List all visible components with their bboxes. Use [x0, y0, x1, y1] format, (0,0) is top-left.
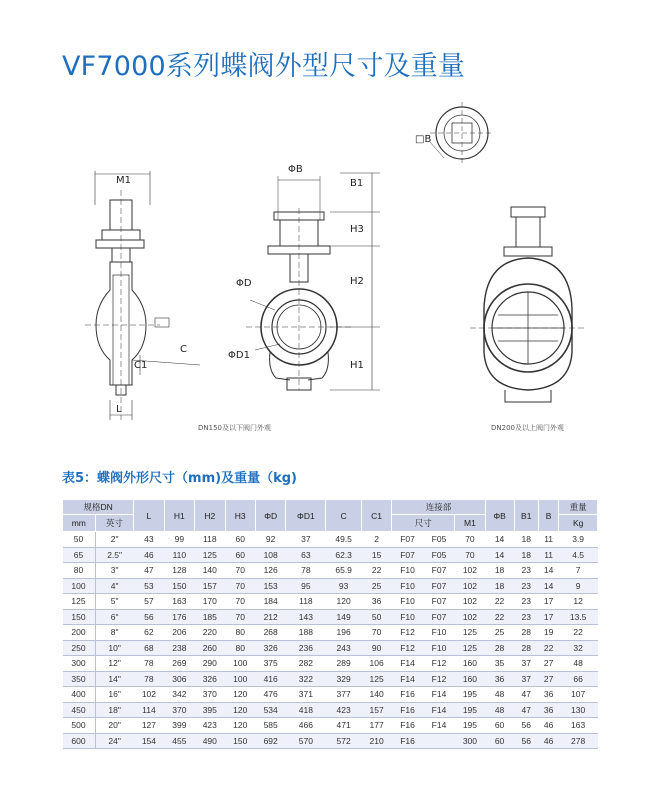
table-cell: 163 — [164, 594, 194, 610]
table-row — [63, 733, 598, 749]
table-cell: 46 — [538, 718, 558, 734]
table-cell: 120 — [225, 702, 255, 718]
label-b1: B1 — [350, 178, 364, 189]
table-cell: 572 — [326, 733, 362, 749]
table-cell: 120 — [326, 594, 362, 610]
table-cell: 47 — [514, 687, 538, 703]
table-cell: 70 — [455, 532, 485, 548]
table-cell: 150 — [63, 609, 96, 625]
table-cell: 269 — [164, 656, 194, 672]
table-cell: 99 — [164, 532, 194, 548]
table-cell: 48 — [485, 687, 514, 703]
table-cell: 37 — [514, 671, 538, 687]
table-cell: 290 — [195, 656, 225, 672]
table-cell: 418 — [286, 702, 326, 718]
table-cell: 326 — [195, 671, 225, 687]
table-cell: 350 — [63, 671, 96, 687]
table-cell: 102 — [455, 578, 485, 594]
table-cell: 206 — [164, 625, 194, 641]
table-cell: 70 — [225, 578, 255, 594]
table-cell: F10 — [392, 563, 423, 579]
table-cell: 36 — [538, 687, 558, 703]
label-c1: C1 — [134, 360, 148, 371]
table-cell: 62.3 — [326, 547, 362, 563]
table-cell: 4.5 — [559, 547, 598, 563]
table-cell: 80 — [225, 625, 255, 641]
table-cell: 12" — [95, 656, 134, 672]
dimension-table — [62, 499, 598, 749]
caption-small-valve: DN150及以下阀门外观 — [198, 424, 271, 432]
table-row — [63, 578, 598, 594]
table-cell: 125 — [63, 594, 96, 610]
table-cell: 106 — [361, 656, 391, 672]
table-cell: F12 — [392, 640, 423, 656]
table-cell: 14 — [538, 578, 558, 594]
table-cell: 395 — [195, 702, 225, 718]
header-h1: H1 — [164, 500, 194, 532]
table-cell: F07 — [423, 578, 454, 594]
table-cell: 27 — [538, 671, 558, 687]
table-cell: 22 — [559, 625, 598, 641]
header-m1: M1 — [455, 515, 485, 532]
table-cell: 600 — [63, 733, 96, 749]
table-cell: 400 — [63, 687, 96, 703]
table-cell: 130 — [559, 702, 598, 718]
table-cell: 14 — [485, 532, 514, 548]
header-b1: B1 — [514, 500, 538, 532]
table-cell: 24" — [95, 733, 134, 749]
table-cell: 466 — [286, 718, 326, 734]
table-cell: 60 — [225, 532, 255, 548]
table-cell: 342 — [164, 687, 194, 703]
table-cell: 120 — [225, 718, 255, 734]
table-cell: 289 — [326, 656, 362, 672]
table-cell: 160 — [455, 671, 485, 687]
table-cell: 90 — [361, 640, 391, 656]
table-cell: 68 — [134, 640, 164, 656]
table-cell: 450 — [63, 702, 96, 718]
table-cell: 28 — [514, 640, 538, 656]
table-cell: 18" — [95, 702, 134, 718]
table-cell: 70 — [225, 594, 255, 610]
table-cell: 65 — [63, 547, 96, 563]
table-cell: 12 — [559, 594, 598, 610]
label-sq-b: □B — [415, 134, 432, 145]
table-cell: 50 — [361, 609, 391, 625]
table-cell: 23 — [514, 578, 538, 594]
table-cell: 60 — [485, 733, 514, 749]
table-cell: 140 — [195, 563, 225, 579]
table-cell: 56 — [134, 609, 164, 625]
table-cell: 5" — [95, 594, 134, 610]
header-h3: H3 — [225, 500, 255, 532]
table-cell: 36 — [361, 594, 391, 610]
table-cell: 22 — [485, 609, 514, 625]
table-cell: 210 — [361, 733, 391, 749]
header-weight: 重量 — [559, 500, 598, 515]
table-cell: 25 — [361, 578, 391, 594]
table-cell: 70 — [361, 625, 391, 641]
table-cell: 63 — [286, 547, 326, 563]
table-cell: 3" — [95, 563, 134, 579]
table-row — [63, 640, 598, 656]
table-cell: 125 — [195, 547, 225, 563]
table-cell: 185 — [195, 609, 225, 625]
table-cell: 37 — [286, 532, 326, 548]
table-cell: 78 — [134, 656, 164, 672]
table-cell: F07 — [423, 609, 454, 625]
table-cell: 18 — [485, 563, 514, 579]
table-cell: F05 — [423, 532, 454, 548]
table-row — [63, 547, 598, 563]
table-cell: 196 — [326, 625, 362, 641]
table-cell: 260 — [195, 640, 225, 656]
table-cell: 23 — [514, 609, 538, 625]
table-cell: F10 — [423, 640, 454, 656]
table-cell: F10 — [423, 625, 454, 641]
table-cell: 692 — [255, 733, 285, 749]
caption-large-valve: DN200及以上阀门外观 — [491, 424, 564, 432]
table-cell: 423 — [195, 718, 225, 734]
table-row — [63, 625, 598, 641]
table-cell: 455 — [164, 733, 194, 749]
table-cell: 3.9 — [559, 532, 598, 548]
table-cell: F14 — [423, 687, 454, 703]
table-cell: 36 — [485, 671, 514, 687]
table-cell: 220 — [195, 625, 225, 641]
table-cell: 17 — [538, 594, 558, 610]
table-cell: 184 — [255, 594, 285, 610]
label-m1: M1 — [116, 175, 131, 186]
table-cell: 20" — [95, 718, 134, 734]
table-cell: 476 — [255, 687, 285, 703]
header-connection: 连接部 — [392, 500, 485, 515]
table-cell: 28 — [514, 625, 538, 641]
header-b: B — [538, 500, 558, 532]
table-cell: 399 — [164, 718, 194, 734]
table-cell: 27 — [538, 656, 558, 672]
table-cell: 80 — [63, 563, 96, 579]
table-cell: 93 — [326, 578, 362, 594]
valve-drawings — [0, 90, 659, 440]
table-cell: 60 — [225, 547, 255, 563]
table-cell: 416 — [255, 671, 285, 687]
table-cell: 66 — [559, 671, 598, 687]
table-cell: 18 — [514, 532, 538, 548]
table-cell: 56 — [514, 733, 538, 749]
table-cell: 157 — [195, 578, 225, 594]
table-cell: 18 — [485, 578, 514, 594]
table-cell: 100 — [63, 578, 96, 594]
table-row — [63, 656, 598, 672]
table-cell: 36 — [538, 702, 558, 718]
table-cell: 326 — [255, 640, 285, 656]
side-view-drawing — [85, 171, 200, 420]
table-row — [63, 702, 598, 718]
table-cell: 125 — [455, 640, 485, 656]
table-cell: 471 — [326, 718, 362, 734]
label-h3: H3 — [350, 224, 364, 235]
header-spec-dn: 规格DN — [63, 500, 134, 515]
table-cell: 35 — [485, 656, 514, 672]
table-cell: 102 — [455, 609, 485, 625]
table-cell: 14" — [95, 671, 134, 687]
table-cell: F05 — [423, 547, 454, 563]
table-cell: 47 — [514, 702, 538, 718]
table-cell: F07 — [392, 547, 423, 563]
table-cell: 110 — [164, 547, 194, 563]
page-title: VF7000系列蝶阀外型尺寸及重量 — [62, 51, 466, 82]
table-cell: 153 — [255, 578, 285, 594]
header-phi-d1: ΦD1 — [286, 500, 326, 532]
table-cell: F16 — [392, 687, 423, 703]
table-cell: 100 — [225, 671, 255, 687]
table-cell: 570 — [286, 733, 326, 749]
table-cell: 278 — [559, 733, 598, 749]
table-cell: 14 — [538, 563, 558, 579]
table-cell: 15 — [361, 547, 391, 563]
table-cell: 306 — [164, 671, 194, 687]
table-cell: F14 — [423, 702, 454, 718]
table-cell: 149 — [326, 609, 362, 625]
table-cell: 282 — [286, 656, 326, 672]
table-cell: 11 — [538, 532, 558, 548]
table-cell: F10 — [392, 609, 423, 625]
table-row — [63, 563, 598, 579]
table-cell: 22 — [361, 563, 391, 579]
table-row — [63, 594, 598, 610]
table-cell: 200 — [63, 625, 96, 641]
table-cell: 48 — [485, 702, 514, 718]
table-cell: 268 — [255, 625, 285, 641]
table-cell: 32 — [559, 640, 598, 656]
header-l: L — [134, 500, 164, 532]
table-cell: F10 — [392, 594, 423, 610]
table-cell: 238 — [164, 640, 194, 656]
table-cell: F12 — [392, 625, 423, 641]
table-cell: F10 — [392, 578, 423, 594]
table-cell: 78 — [134, 671, 164, 687]
table-cell: 57 — [134, 594, 164, 610]
table-cell: 128 — [164, 563, 194, 579]
table-cell: 102 — [134, 687, 164, 703]
table-row — [63, 671, 598, 687]
table-cell: 14 — [485, 547, 514, 563]
table-cell: 170 — [195, 594, 225, 610]
table-cell: 423 — [326, 702, 362, 718]
table-cell: 371 — [286, 687, 326, 703]
table-cell: 92 — [255, 532, 285, 548]
table-cell: 195 — [455, 687, 485, 703]
table-cell: 56 — [514, 718, 538, 734]
table-cell: 107 — [559, 687, 598, 703]
table-cell: 95 — [286, 578, 326, 594]
table-cell: 48 — [559, 656, 598, 672]
table-cell: 28 — [485, 640, 514, 656]
table-cell: 102 — [455, 594, 485, 610]
top-view-drawing — [430, 102, 494, 164]
table-cell: 11 — [538, 547, 558, 563]
table-cell: 490 — [195, 733, 225, 749]
table-cell: 70 — [225, 563, 255, 579]
table-cell: 18 — [514, 547, 538, 563]
table-cell: 125 — [455, 625, 485, 641]
table-cell: 23 — [514, 594, 538, 610]
table-cell: 100 — [225, 656, 255, 672]
header-c1: C1 — [361, 500, 391, 532]
table-cell: 300 — [63, 656, 96, 672]
table-cell: 78 — [286, 563, 326, 579]
table-row — [63, 532, 598, 548]
label-phi-b: ΦB — [288, 164, 303, 175]
table-body — [63, 532, 598, 749]
table-cell: 2" — [95, 532, 134, 548]
table-cell: 534 — [255, 702, 285, 718]
table-cell: 125 — [361, 671, 391, 687]
table-cell: 70 — [455, 547, 485, 563]
table-cell: 150 — [164, 578, 194, 594]
table-cell: 7 — [559, 563, 598, 579]
table-cell: 377 — [326, 687, 362, 703]
table-cell: 70 — [225, 609, 255, 625]
table-cell: 300 — [455, 733, 485, 749]
table-cell: 60 — [485, 718, 514, 734]
table-cell: 160 — [455, 656, 485, 672]
table-cell: F14 — [392, 671, 423, 687]
table-cell: F14 — [392, 656, 423, 672]
table-cell: F14 — [423, 718, 454, 734]
header-h2: H2 — [195, 500, 225, 532]
table-cell: 37 — [514, 656, 538, 672]
table-cell: 177 — [361, 718, 391, 734]
header-phi-d: ΦD — [255, 500, 285, 532]
table-cell: F16 — [392, 718, 423, 734]
table-cell: 2 — [361, 532, 391, 548]
table-cell: F07 — [392, 532, 423, 548]
table-cell: 22 — [485, 594, 514, 610]
table-cell: 53 — [134, 578, 164, 594]
table-cell: 23 — [514, 563, 538, 579]
table-cell: F12 — [423, 671, 454, 687]
table-cell: 9 — [559, 578, 598, 594]
table-cell: 2.5" — [95, 547, 134, 563]
table-cell: 176 — [164, 609, 194, 625]
table-cell: 10" — [95, 640, 134, 656]
table-cell: 157 — [361, 702, 391, 718]
table-cell: 127 — [134, 718, 164, 734]
table-cell: 46 — [538, 733, 558, 749]
table-cell: 120 — [225, 687, 255, 703]
table-cell: 370 — [164, 702, 194, 718]
table-title: 表5：蝶阀外形尺寸（mm)及重量（kg) — [62, 471, 297, 486]
label-l: L — [116, 404, 122, 415]
table-cell: 143 — [286, 609, 326, 625]
label-c: C — [180, 344, 187, 355]
table-cell: 47 — [134, 563, 164, 579]
table-cell: F16 — [392, 702, 423, 718]
table-cell: F07 — [423, 563, 454, 579]
table-cell: 500 — [63, 718, 96, 734]
table-cell: 243 — [326, 640, 362, 656]
table-row — [63, 687, 598, 703]
table-cell: 19 — [538, 625, 558, 641]
table-cell: 43 — [134, 532, 164, 548]
table-cell: F07 — [423, 594, 454, 610]
table-cell: 8" — [95, 625, 134, 641]
table-cell: 250 — [63, 640, 96, 656]
table-cell: F16 — [392, 733, 423, 749]
header-size: 尺寸 — [392, 515, 455, 532]
header-phi-b: ΦB — [485, 500, 514, 532]
table-cell: 126 — [255, 563, 285, 579]
header-kg: Kg — [559, 515, 598, 532]
table-cell: 17 — [538, 609, 558, 625]
table-cell: 80 — [225, 640, 255, 656]
header-c: C — [326, 500, 362, 532]
table-cell: 140 — [361, 687, 391, 703]
table-row — [63, 718, 598, 734]
label-phi-d1: ΦD1 — [228, 350, 250, 361]
table-cell: 22 — [538, 640, 558, 656]
table-row — [63, 609, 598, 625]
table-cell: 585 — [255, 718, 285, 734]
table-cell: 13.5 — [559, 609, 598, 625]
table-cell: 188 — [286, 625, 326, 641]
table-cell: 114 — [134, 702, 164, 718]
table-cell: 46 — [134, 547, 164, 563]
table-cell: 195 — [455, 702, 485, 718]
table-cell: 195 — [455, 718, 485, 734]
label-phi-d: ΦD — [236, 278, 252, 289]
table-cell: 329 — [326, 671, 362, 687]
table-cell: 108 — [255, 547, 285, 563]
table-cell: 118 — [195, 532, 225, 548]
table-cell: 62 — [134, 625, 164, 641]
header-mm: mm — [63, 515, 96, 532]
large-valve-drawing — [470, 207, 586, 402]
table-cell: 65.9 — [326, 563, 362, 579]
table-cell: 25 — [485, 625, 514, 641]
header-inch: 英寸 — [95, 515, 134, 532]
table-cell: 375 — [255, 656, 285, 672]
table-cell: 4" — [95, 578, 134, 594]
table-cell: F12 — [423, 656, 454, 672]
table-cell: 6" — [95, 609, 134, 625]
table-cell: 370 — [195, 687, 225, 703]
table-cell: 50 — [63, 532, 96, 548]
table-cell: 16" — [95, 687, 134, 703]
table-cell: 150 — [225, 733, 255, 749]
table-cell: 322 — [286, 671, 326, 687]
label-h1: H1 — [350, 360, 364, 371]
label-h2: H2 — [350, 276, 364, 287]
table-cell: 212 — [255, 609, 285, 625]
table-cell: 154 — [134, 733, 164, 749]
table-cell: 163 — [559, 718, 598, 734]
table-cell: 118 — [286, 594, 326, 610]
table-cell — [423, 733, 454, 749]
table-cell: 236 — [286, 640, 326, 656]
table-cell: 49.5 — [326, 532, 362, 548]
table-cell: 102 — [455, 563, 485, 579]
